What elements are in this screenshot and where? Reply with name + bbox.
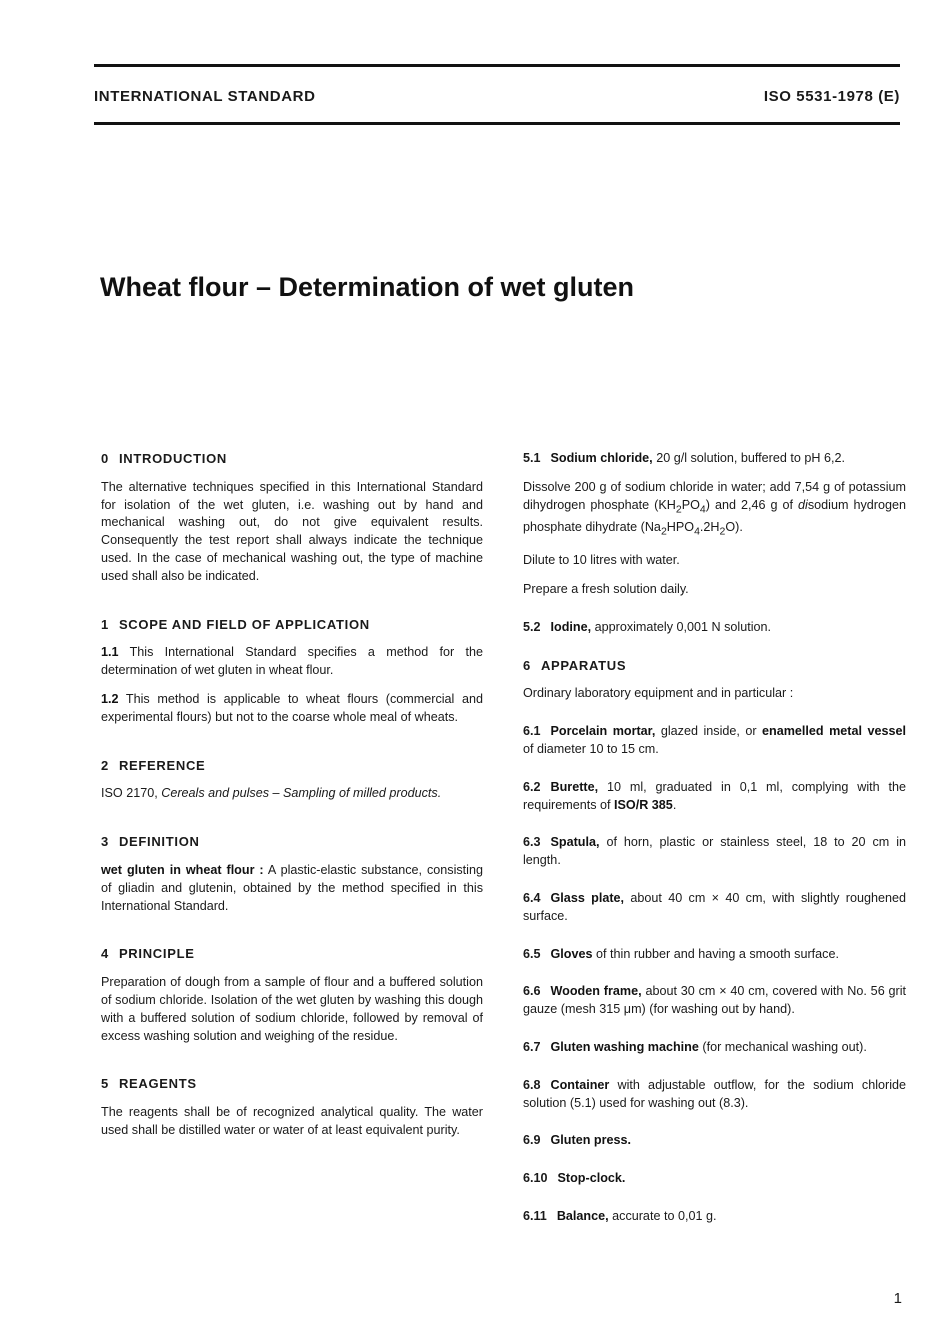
definition-text: wet gluten in wheat flour : A plastic-elastic substance, consisting of gliadin and glutenin, obtained by the method specified in this International Standard.	[101, 862, 483, 913]
page-title: Wheat flour – Determination of wet gluten	[100, 272, 635, 302]
introduction-text: The alternative techniques specified in this International Standard for isolation of the wet gluten, i.e. washing out by hand and mechanical washing out, do not give equivalent results. Consequently the test report shall always indicate the technique used. In the case of mechanical washing out, the type of machine used shall also be indicated.	[101, 479, 483, 583]
clause-6-7: 6.7 Gluten washing machine (for mechanical washing out).	[523, 1039, 867, 1054]
reference-text: ISO 2170, Cereals and pulses – Sampling of milled products.	[101, 786, 442, 801]
section-heading-reference: 2 REFERENCE	[101, 757, 206, 773]
section-heading-scope: 1 SCOPE AND FIELD OF APPLICATION	[101, 616, 370, 632]
section-heading-introduction: 0 INTRODUCTION	[101, 451, 227, 466]
standard-number: ISO 5531-1978 (E)	[763, 88, 900, 105]
clause-5-2: 5.2 Iodine, approximately 0,001 N solution.	[523, 619, 772, 634]
left-column	[101, 450, 483, 1151]
section-heading-apparatus: 6 APPARATUS	[523, 657, 627, 673]
clause-6-6: 6.6 Wooden frame, about 30 cm × 40 cm, covered with No. 56 grit gauze (mesh 315 μm) (for washing out by hand).	[523, 984, 907, 1017]
clause-6-3: 6.3 Spatula, of horn, plastic or stainless steel, 18 to 20 cm in length.	[523, 835, 906, 868]
clause-5-1-dissolve: Dissolve 200 g of sodium chloride in water; add 7,54 g of potassium dihydrogen phosphate $(KH_2PO_4)$ and 2,46 g of disodium hydrogen phosphate dihydrate $(Na_2HPO_4.2H_2O)$.	[523, 479, 906, 538]
reagents-text: The reagents shall be of recognized analytical quality. The water used shall be distilled water or water of at least equivalent purity.	[101, 1105, 483, 1137]
clause-6-2: 6.2 Burette, 10 ml, graduated in 0,1 ml, complying with the requirements of ISO/R 385.	[523, 779, 906, 812]
clause-6-8: 6.8 Container with adjustable outflow, for the sodium chloride solution (5.1) used for washing out (8.3).	[523, 1077, 906, 1110]
section-heading-principle: 4 PRINCIPLE	[101, 946, 195, 962]
clause-5-1-prepare: Prepare a fresh solution daily.	[523, 582, 689, 597]
clause-5-1: 5.1 Sodium chloride, 20 g/l solution, buffered to pH 6,2.	[523, 451, 845, 465]
clause-6-9: 6.9 Gluten press.	[523, 1133, 631, 1148]
clause-5-1-dilute: Dilute to 10 litres with water.	[523, 553, 680, 568]
clause-1-1: 1.1 This International Standard specifies a method for the determination of wet gluten in wheat flour.	[101, 645, 483, 678]
clause-1-2: 1.2 This method is applicable to wheat flours (commercial and experimental flours) but not to the coarse whole meal of wheats.	[101, 691, 483, 724]
apparatus-intro: Ordinary laboratory equipment and in particular :	[523, 686, 794, 701]
clause-6-11: 6.11 Balance, accurate to 0,01 g.	[523, 1208, 717, 1223]
right-column	[523, 450, 906, 1237]
principle-text: Preparation of dough from a sample of flour and a buffered solution of sodium chloride. Isolation of the wet gluten by washing this dough with a buffered solution of sodium chloride, followed by removal of excess washing solution and weighing of the residue.	[101, 975, 483, 1043]
header-bottom-rule	[94, 122, 900, 125]
document-type-label: INTERNATIONAL STANDARD	[94, 88, 316, 105]
clause-6-5: 6.5 Gloves of thin rubber and having a smooth surface.	[523, 946, 839, 961]
clause-6-1: 6.1 Porcelain mortar, glazed inside, or enamelled metal vessel of diameter 10 to 15 cm.	[523, 724, 907, 756]
header-top-rule	[94, 64, 900, 67]
section-heading-reagents: 5 REAGENTS	[101, 1076, 197, 1092]
section-heading-definition: 3 DEFINITION	[101, 834, 200, 850]
clause-6-10: 6.10 Stop-clock.	[523, 1171, 626, 1186]
page-number: 1	[893, 1290, 902, 1307]
clause-6-4: 6.4 Glass plate, about 40 cm × 40 cm, with slightly roughened surface.	[523, 890, 907, 923]
